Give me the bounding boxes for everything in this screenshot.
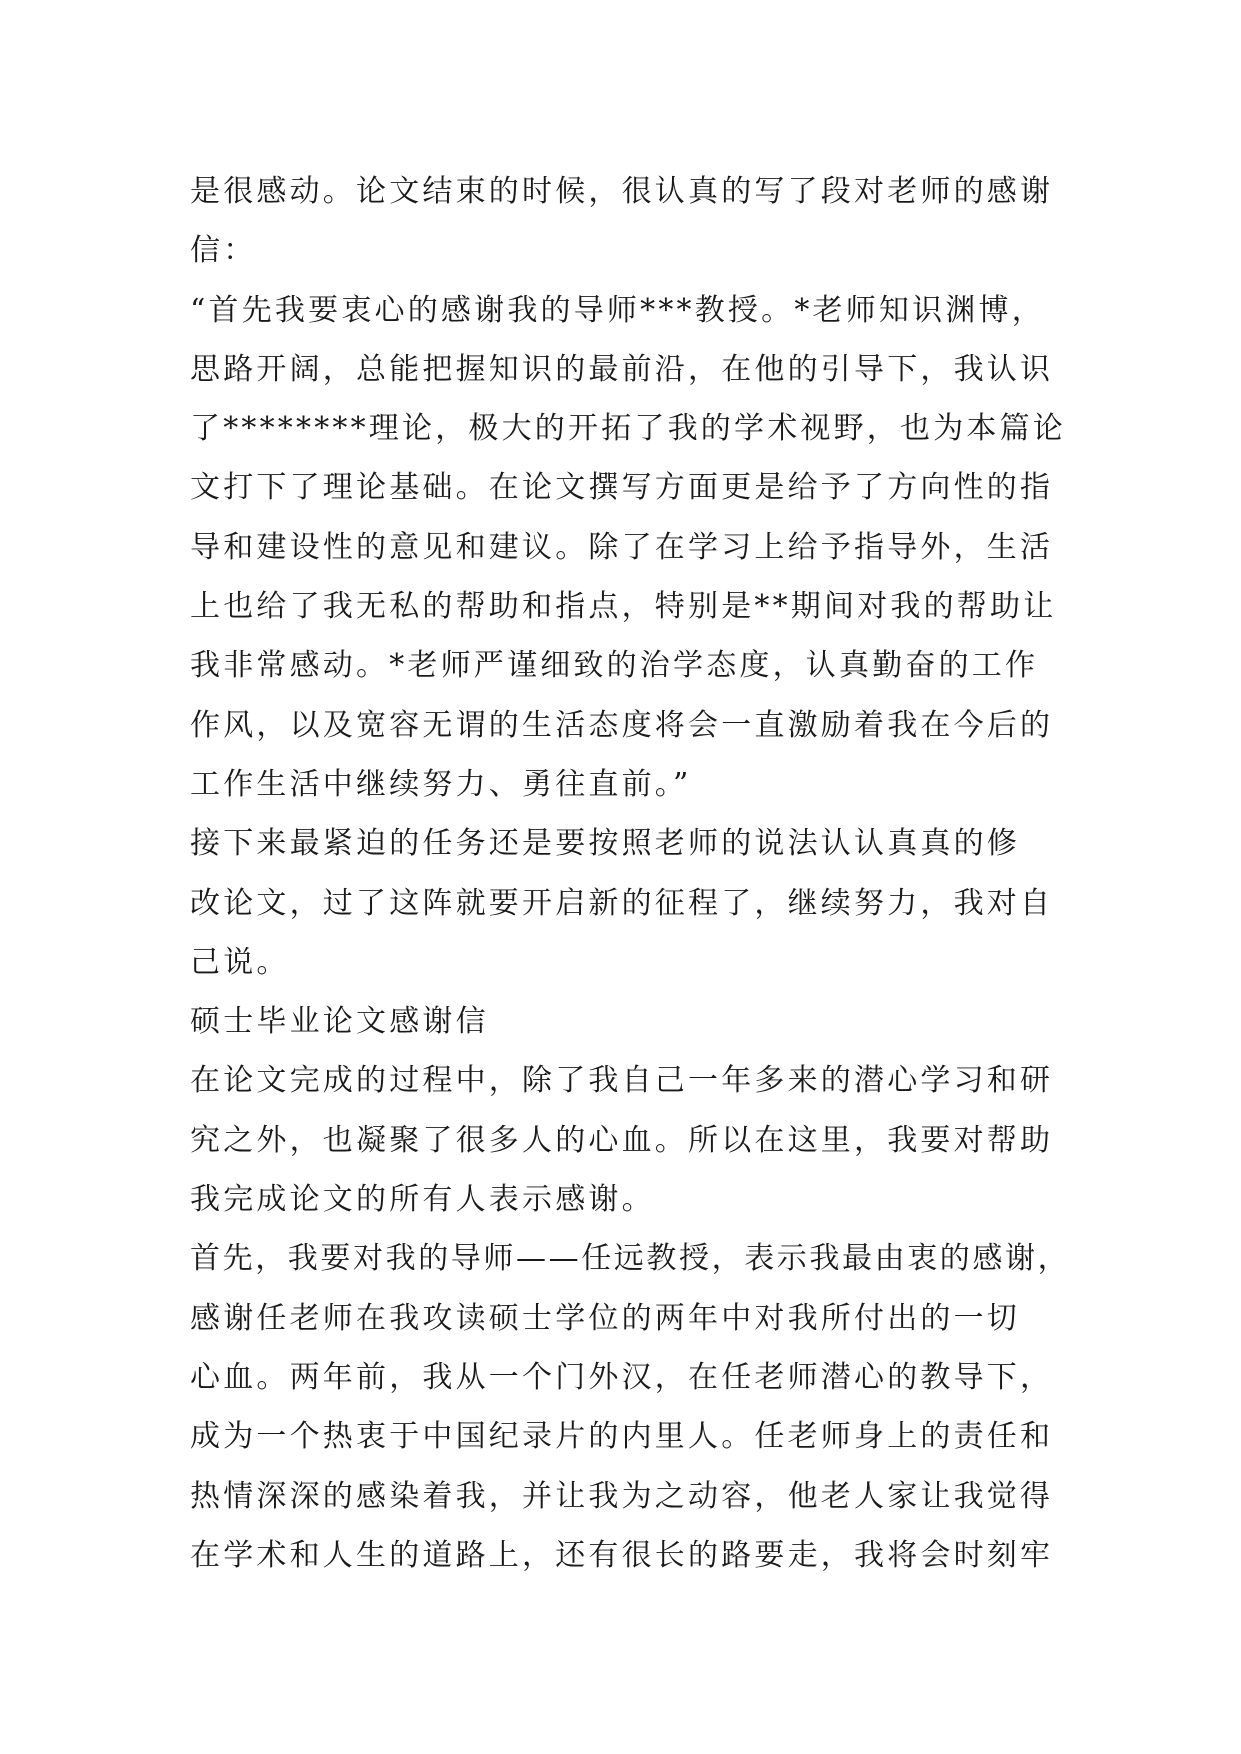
text-line: 首先，我要对我的导师——任远教授，表示我最由衷的感谢， [190,1241,1071,1277]
text-line: 心血。两年前，我从一个门外汉，在任老师潜心的教导下， [190,1359,1054,1395]
text-line: 我完成论文的所有人表示感谢。 [190,1182,655,1218]
text-line: 改论文，过了这阵就要开启新的征程了，继续努力，我对自 [190,885,1054,921]
text-line: “首先我要衷心的感谢我的导师***教授。*老师知识渊博， [190,292,1045,328]
text-line: 上也给了我无私的帮助和指点，特别是**期间对我的帮助让 [190,589,1057,625]
text-line: 文打下了理论基础。在论文撰写方面更是给予了方向性的指 [190,470,1054,506]
text-line: 工作生活中继续努力、勇往直前。” [190,766,692,802]
text-line: 信： [190,233,257,269]
text-line: 热情深深的感染着我，并让我为之动容，他老人家让我觉得 [190,1478,1054,1514]
text-line: 感谢任老师在我攻读硕士学位的两年中对我所付出的一切 [190,1300,1020,1336]
text-line: 己说。 [190,944,290,980]
text-line: 在论文完成的过程中，除了我自己一年多来的潜心学习和研 [190,1063,1054,1099]
text-line: 思路开阔，总能把握知识的最前沿，在他的引导下，我认识 [190,351,1054,387]
text-line: 了********理论，极大的开拓了我的学术视野，也为本篇论 [190,411,1066,447]
body-text [190,162,1070,1585]
text-line: 导和建设性的意见和建议。除了在学习上给予指导外，生活 [190,529,1054,565]
text-line: 在学术和人生的道路上，还有很长的路要走，我将会时刻牢 [190,1537,1054,1573]
text-line: 我非常感动。*老师严谨细致的治学态度，认真勤奋的工作 [190,648,1039,684]
text-line: 接下来最紧迫的任务还是要按照老师的说法认认真真的修 [190,826,1020,862]
text-line: 是很感动。论文结束的时候，很认真的写了段对老师的感谢 [190,174,1054,209]
text-line: 作风，以及宽容无谓的生活态度将会一直激励着我在今后的 [190,707,1054,743]
text-line: 成为一个热衷于中国纪录片的内里人。任老师身上的责任和 [190,1419,1054,1455]
section-heading: 硕士毕业论文感谢信 [190,1004,489,1040]
text-line: 究之外，也凝聚了很多人的心血。所以在这里，我要对帮助 [190,1122,1054,1158]
